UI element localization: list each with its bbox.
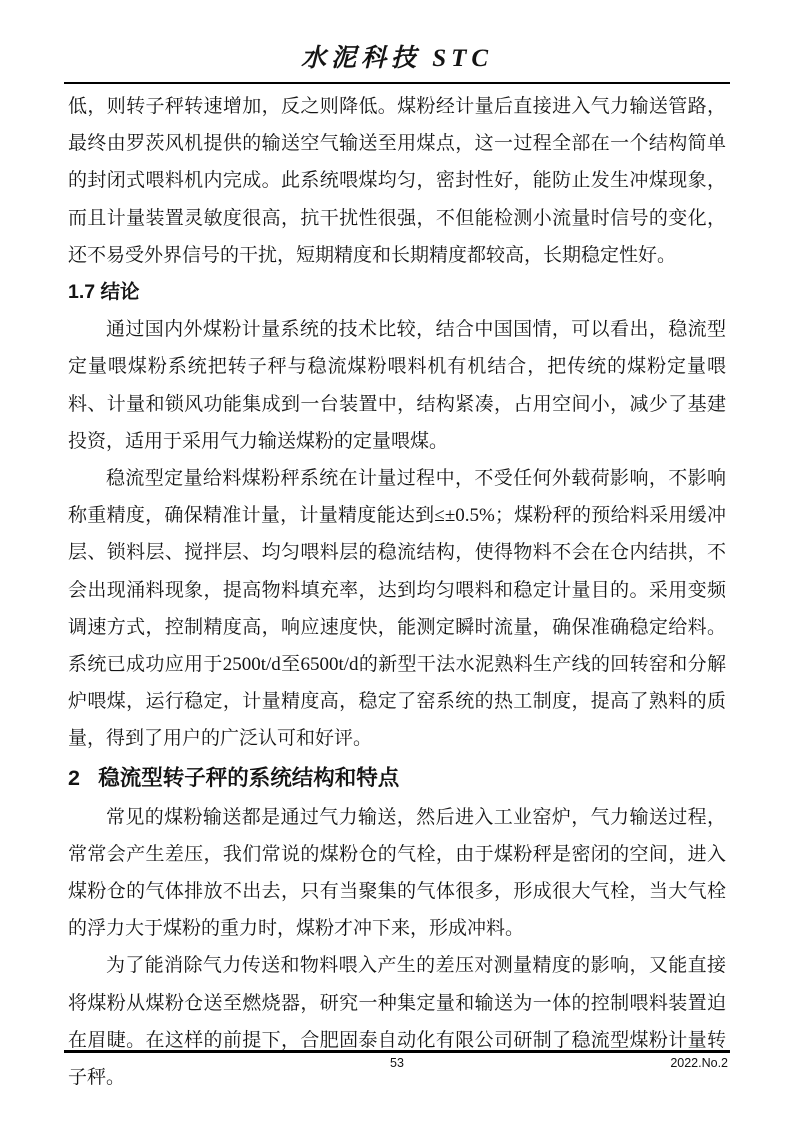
paragraph: 为了能消除气力传送和物料喂入产生的差压对测量精度的影响，又能直接将煤粉从煤粉仓送至燃烧器，研究一种集定量和输送为一体的控制喂料装置迫在眉睫。在这样的前提下，合肥固泰自动化有限公司研制了稳流型煤粉计量转子秤。 (68, 955, 726, 1089)
paragraph-continuation: 低，则转子秤转速增加，反之则降低。煤粉经计量后直接进入气力输送管路，最终由罗茨风机提供的输送空气输送至用煤点，这一过程全部在一个结构简单的封闭式喂料机内完成。此系统喂煤均匀，密封性好，能防止发生冲煤现象，而且计量装置灵敏度很高，抗干扰性很强，不但能检测小流量时信号的变化，还不易受外界信号的干扰，短期精度和长期精度都较高，长期稳定性好。 (68, 96, 726, 266)
paragraph: 通过国内外煤粉计量系统的技术比较，结合中国国情，可以看出，稳流型定量喂煤粉系统把转子秤与稳流煤粉喂料机有机结合，把传统的煤粉定量喂料、计量和锁风功能集成到一台装置中，结构紧凑，占用空间小，减少了基建投资，适用于采用气力输送煤粉的定量喂煤。 (68, 319, 726, 452)
journal-title: 水泥科技 STC (300, 45, 494, 72)
paragraph: 常见的煤粉输送都是通过气力输送，然后进入工业窑炉，气力输送过程，常常会产生差压，我们常说的煤粉仓的气栓，由于煤粉秤是密闭的空间，进入煤粉仓的气体排放不出去，只有当聚集的气体很多，形成很大气栓，当大气栓的浮力大于煤粉的重力时，煤粉才冲下来，形成冲料。 (68, 806, 726, 940)
section-title: 稳流型转子秤的系统结构和特点 (98, 765, 400, 790)
page-footer (64, 1056, 730, 1070)
section-number: 2 (68, 765, 80, 790)
paragraph: 稳流型定量给料煤粉秤系统在计量过程中，不受任何外载荷影响，不影响称重精度，确保精准计量，计量精度能达到≤±0.5%；煤粉秤的预给料采用缓冲层、锁料层、搅拌层、均匀喂料层的稳流结构，使得物料不会在仓内结拱，不会出现涌料现象，提高物料填充率，达到均匀喂料和稳定计量目的。采用变频调速方式，控制精度高，响应速度快，能测定瞬时流量，确保准确稳定给料。系统已成功应用于2500t/d至6500t/d的新型干法水泥熟料生产线的回转窑和分解炉喂煤，运行稳定，计量精度高，稳定了窑系统的热工制度，提高了熟料的质量，得到了用户的广泛认可和好评。 (68, 468, 726, 750)
page-header (64, 38, 730, 74)
article-body (68, 88, 726, 1096)
page-number: 53 (390, 1056, 404, 1070)
section-heading-2 (68, 758, 726, 799)
footer-divider (64, 1050, 730, 1053)
section-heading-1-7: 1.7 结论 (68, 281, 140, 304)
header-divider (64, 82, 730, 84)
issue-number: 2022.No.2 (670, 1056, 728, 1070)
